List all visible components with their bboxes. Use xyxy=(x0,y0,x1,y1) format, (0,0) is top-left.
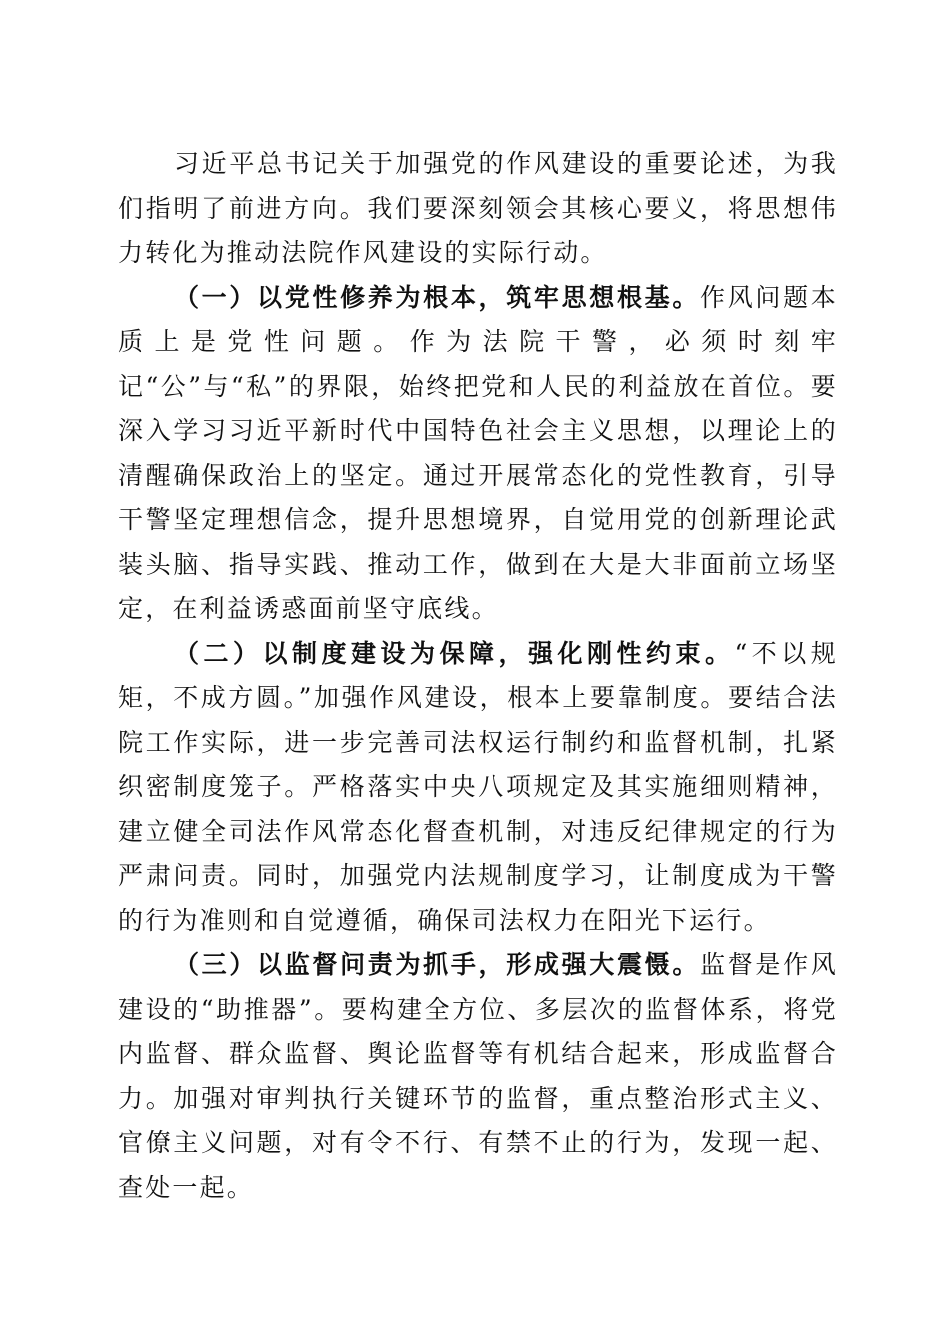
document-body xyxy=(118,142,838,1210)
intro-text: 习近平总书记关于加强党的作风建设的重要论述，为我们指明了前进方向。我们要深刻领会其核心要义，将思想伟力转化为推动法院作风建设的实际行动。 xyxy=(118,149,838,267)
intro-paragraph xyxy=(118,142,838,276)
section-paragraph-1 xyxy=(118,276,838,632)
section-paragraph-3 xyxy=(118,943,838,1210)
section-heading-3: （三）以监督问责为抓手，形成强大震慑。 xyxy=(174,950,701,979)
section-body-2: “不以规矩，不成方圆。”加强作风建设，根本上要靠制度。要结合法院工作实际，进一步完善司法权运行制约和监督机制，扎紧织密制度笼子。严格落实中央八项规定及其实施细则精神，建立健全司法作风常态化督查机制，对违反纪律规定的行为严肃问责。同时，加强党内法规制度学习，让制度成为干警的行为准则和自觉遵循，确保司法权力在阳光下运行。 xyxy=(118,638,838,935)
section-heading-2: （二）以制度建设为保障，强化刚性约束。 xyxy=(174,638,735,668)
section-body-3: 监督是作风建设的“助推器”。要构建全方位、多层次的监督体系，将党内监督、群众监督、舆论监督等有机结合起来，形成监督合力。加强对审判执行关键环节的监督，重点整治形式主义、官僚主义问题，对有令不行、有禁不止的行为，发现一起、查处一起。 xyxy=(118,950,838,1202)
section-paragraph-2 xyxy=(118,632,838,944)
section-body-1: 作风问题本质上是党性问题。作为法院干警，必须时刻牢记“公”与“私”的界限，始终把党和人民的利益放在首位。要深入学习习近平新时代中国特色社会主义思想，以理论上的清醒确保政治上的坚定。通过开展常态化的党性教育，引导干警坚定理想信念，提升思想境界，自觉用党的创新理论武装头脑、指导实践、推动工作，做到在大是大非面前立场坚定，在利益诱惑面前坚守底线。 xyxy=(118,282,838,623)
section-heading-1: （一）以党性修养为根本，筑牢思想根基。 xyxy=(174,282,701,312)
